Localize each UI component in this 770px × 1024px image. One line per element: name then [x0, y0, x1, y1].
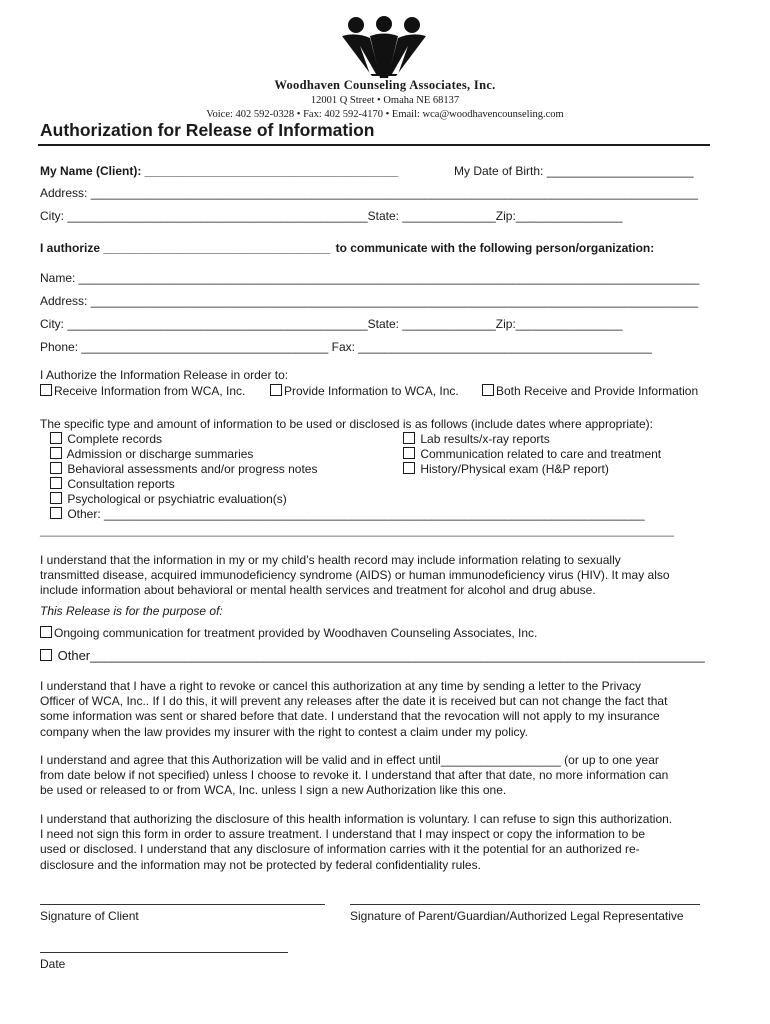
- release-purpose-label: Other_____________________________________________________________________________________: [57, 648, 705, 663]
- info-type-consultation-reports[interactable]: [50, 477, 175, 491]
- validity-notice: [40, 753, 720, 799]
- info-type-psych-evaluations[interactable]: [50, 492, 287, 506]
- info-type-label: Other: _________________________________________________________________________________: [67, 507, 645, 521]
- info-type-admission-discharge[interactable]: [50, 447, 253, 461]
- info-type-history-physical[interactable]: [403, 462, 609, 476]
- notice-line: I understand that I have a right to revoke or cancel this authorization at any time by sending a letter to the Privacy: [40, 679, 642, 693]
- checkbox[interactable]: [50, 492, 62, 504]
- info-type-label: Lab results/x-ray reports: [420, 432, 550, 446]
- info-type-complete-records[interactable]: [50, 432, 162, 446]
- info-type-behavioral-assessments[interactable]: [50, 462, 317, 476]
- voluntary-notice: [40, 812, 720, 873]
- client-signature-line[interactable]: [40, 904, 325, 905]
- organization-address: 12001 Q Street • Omaha NE 68137: [310, 95, 460, 106]
- notice-line: Officer of WCA, Inc.. If I do this, it will prevent any releases after the date it is received but can not change the fact that: [40, 694, 668, 709]
- checkbox[interactable]: [40, 384, 52, 396]
- checkbox[interactable]: [40, 626, 52, 638]
- revocation-notice: [40, 679, 720, 740]
- purpose-option-both[interactable]: [482, 384, 698, 398]
- hiv-disclosure-notice: [40, 553, 720, 599]
- notice-line: I understand that authorizing the disclosure of this health information is voluntary. I can refuse to sign this authorization.: [40, 812, 673, 826]
- checkbox[interactable]: [50, 447, 62, 459]
- notice-line: disclosure and the information may not be protected by federal confidentiality rules.: [40, 857, 481, 872]
- info-type-label: Psychological or psychiatric evaluation(s): [67, 492, 287, 506]
- checkbox[interactable]: [270, 384, 282, 396]
- client-name-field[interactable]: My Name (Client): ______________________________________: [40, 164, 399, 178]
- date-signature-line[interactable]: [40, 952, 288, 953]
- purpose-option-label: Receive Information from WCA, Inc.: [54, 384, 246, 398]
- info-type-label: Admission or discharge summaries: [66, 447, 254, 461]
- purpose-option-label: Both Receive and Provide Information: [496, 384, 699, 398]
- notice-line: company when the law provides my insurer with the right to contest a claim under my policy.: [40, 724, 528, 739]
- guardian-signature-line[interactable]: [350, 904, 700, 905]
- purpose-option-receive[interactable]: [40, 384, 245, 398]
- notice-line: I understand and agree that this Authorization will be valid and in effect until__________________ (or up to one year: [40, 753, 659, 767]
- title-divider: [38, 144, 710, 146]
- dob-label: My Date of Birth: ______________________: [454, 164, 694, 178]
- release-purpose-other[interactable]: [40, 648, 705, 663]
- purpose-option-provide[interactable]: [270, 384, 459, 398]
- info-type-label: Communication related to care and treatment: [420, 447, 662, 461]
- client-dob-field[interactable]: [454, 164, 694, 178]
- notice-line: I need not sign this form in order to assure treatment. I understand that I may inspect or copy the information to be: [40, 827, 645, 842]
- date-label: Date: [40, 957, 66, 971]
- info-type-label: Complete records: [67, 432, 163, 446]
- purpose-option-label: Provide Information to WCA, Inc.: [284, 384, 459, 398]
- client-city-state-zip-field[interactable]: City: _____________________________________________State: ______________Zip:________________: [40, 209, 623, 223]
- recipient-name-field[interactable]: Name: _____________________________________________________________________________________________: [40, 271, 700, 285]
- notice-line: I understand that the information in my or my child’s health record may include information relating to sexually: [40, 553, 621, 567]
- checkbox[interactable]: [482, 384, 494, 396]
- notice-line: include information about behavioral or mental health services and treatment for alcohol and drug abuse.: [40, 583, 596, 598]
- organization-contact: Voice: 402 592-0328 • Fax: 402 592-4170 • Email: wca@woodhavencounseling.com: [206, 109, 564, 120]
- recipient-phone-fax-field[interactable]: Phone: _____________________________________ Fax: ____________________________________________: [40, 340, 652, 354]
- checkbox[interactable]: [403, 432, 415, 444]
- info-type-communication[interactable]: [403, 447, 661, 461]
- recipient-city-state-zip-field[interactable]: City: _____________________________________________State: ______________Zip:________________: [40, 317, 623, 331]
- notice-line: be used or released to or from WCA, Inc. unless I sign a new Authorization like this one.: [40, 783, 507, 798]
- info-type-lab-results[interactable]: [403, 432, 550, 446]
- authorize-field[interactable]: [40, 241, 654, 255]
- notice-line: used or disclosed. I understand that any disclosure of information carries with it the potential for an authorized re-: [40, 842, 640, 857]
- notice-line: from date below if not specified) unless I choose to revoke it. I understand that after that date, no more information can: [40, 768, 669, 783]
- form-title: Authorization for Release of Information: [40, 120, 375, 140]
- guardian-signature-label: Signature of Parent/Guardian/Authorized Legal Representative: [350, 909, 684, 923]
- checkbox[interactable]: [50, 462, 62, 474]
- info-type-intro: The specific type and amount of information to be used or disclosed is as follows (include dates where appropriate):: [40, 417, 653, 431]
- checkbox[interactable]: [403, 462, 415, 474]
- organization-name: Woodhaven Counseling Associates, Inc.: [274, 78, 496, 92]
- authorize-label: I authorize __________________________________: [40, 241, 331, 255]
- checkbox[interactable]: [50, 507, 62, 519]
- recipient-address-field[interactable]: Address: ___________________________________________________________________________________________: [40, 294, 699, 308]
- checkbox[interactable]: [40, 649, 52, 661]
- info-type-other[interactable]: [50, 507, 645, 521]
- company-logo: [336, 16, 432, 80]
- notice-line: some information was sent or shared before that date. I understand that the revocation will not apply to my insurance: [40, 709, 660, 724]
- info-type-label: History/Physical exam (H&P report): [420, 462, 609, 476]
- notice-line: transmitted disease, acquired immunodeficiency syndrome (AIDS) or human immunodeficiency virus (HIV). It may also: [40, 568, 670, 583]
- info-type-other-continuation[interactable]: _______________________________________________________________________________________________: [40, 523, 675, 537]
- release-purpose-label: Ongoing communication for treatment provided by Woodhaven Counseling Associates, Inc.: [54, 626, 538, 640]
- checkbox[interactable]: [403, 447, 415, 459]
- release-purpose-intro: I Authorize the Information Release in order to:: [40, 368, 289, 382]
- release-purpose-ongoing[interactable]: [40, 626, 537, 640]
- info-type-label: Consultation reports: [67, 477, 175, 491]
- checkbox[interactable]: [50, 477, 62, 489]
- client-signature-label: Signature of Client: [40, 909, 139, 923]
- checkbox[interactable]: [50, 432, 62, 444]
- info-type-label: Behavioral assessments and/or progress notes: [67, 462, 318, 476]
- authorize-suffix: to communicate with the following person/organization:: [335, 241, 655, 255]
- release-purpose-heading: This Release is for the purpose of:: [40, 604, 223, 618]
- client-address-field[interactable]: Address: ___________________________________________________________________________________________: [40, 186, 699, 200]
